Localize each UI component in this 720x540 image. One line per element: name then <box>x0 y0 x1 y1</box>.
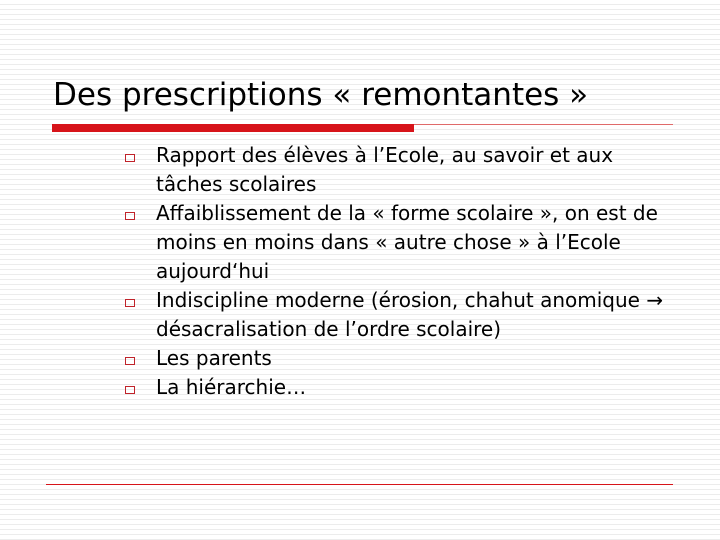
bullet-item <box>125 373 665 402</box>
bullet-item <box>125 141 665 199</box>
footer-divider-line <box>46 484 673 485</box>
bullet-item <box>125 199 665 286</box>
hollow-square-icon <box>125 357 135 365</box>
bullet-text: Rapport des élèves à l’Ecole, au savoir et aux tâches scolaires <box>156 143 614 196</box>
bullet-text: Affaiblissement de la « forme scolaire », on est de moins en moins dans « autre chose » à l’Ecole aujourd‘hui <box>156 201 658 283</box>
bullet-text: Les parents <box>156 346 272 370</box>
title-accent-bar <box>52 124 414 132</box>
bullet-item <box>125 344 665 373</box>
bullet-item <box>125 286 665 344</box>
bullet-list <box>125 141 665 402</box>
hollow-square-icon <box>125 299 135 307</box>
slide-title: Des prescriptions « remontantes » <box>53 77 589 113</box>
bullet-text: Indiscipline moderne (érosion, chahut anomique → désacralisation de l’ordre scolaire) <box>156 288 664 341</box>
hollow-square-icon <box>125 212 135 220</box>
bullet-text: La hiérarchie… <box>156 375 307 399</box>
title-divider-line <box>414 124 673 125</box>
hollow-square-icon <box>125 154 135 162</box>
hollow-square-icon <box>125 386 135 394</box>
